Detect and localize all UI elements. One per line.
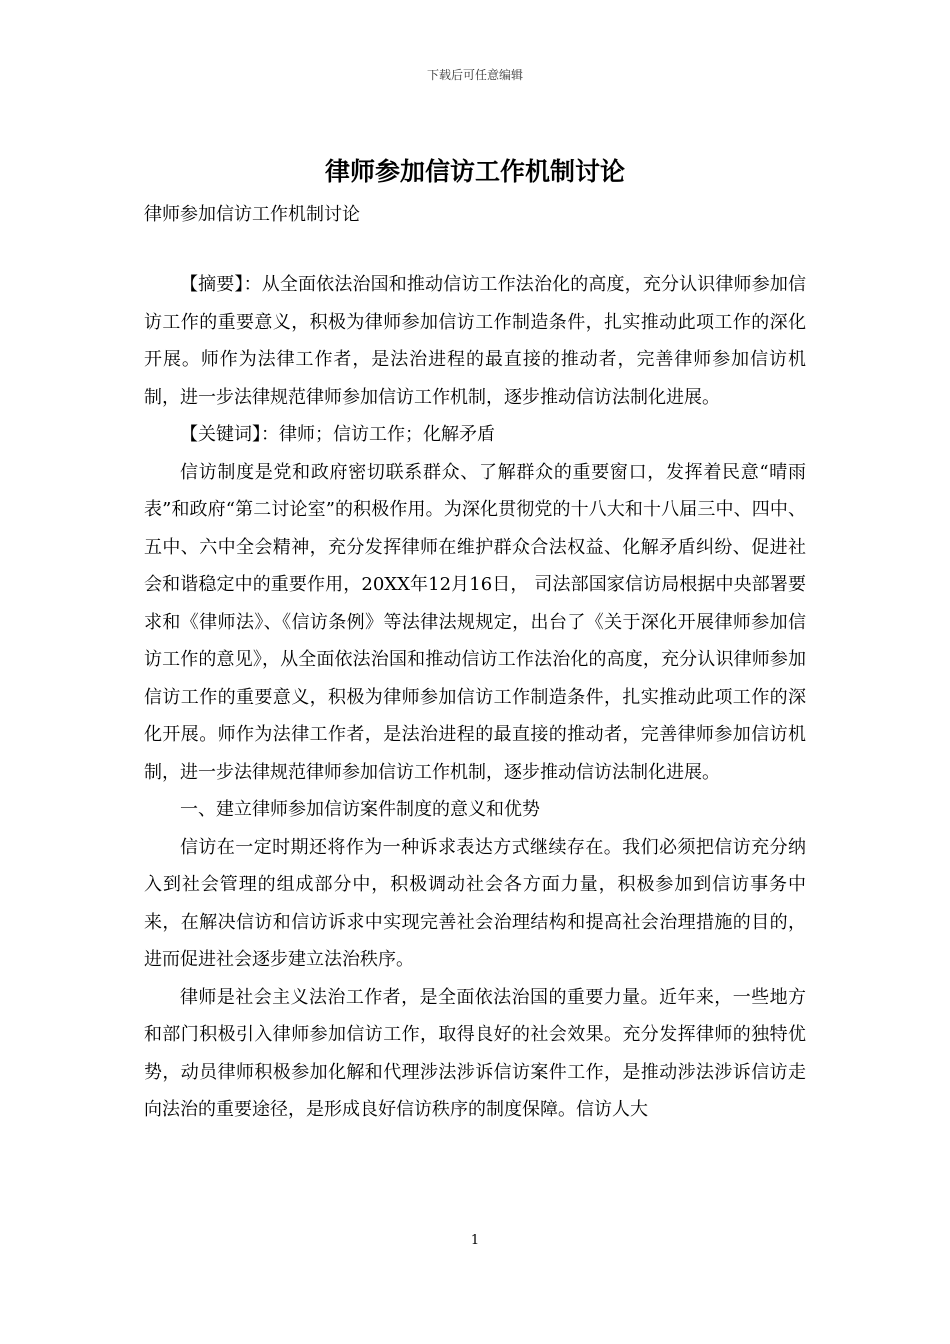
document-title: 律师参加信访工作机制讨论 <box>324 157 625 186</box>
section-heading: 一、建立律师参加信访案件制度的意义和优势 <box>180 799 540 820</box>
document-body <box>144 266 806 1129</box>
document-subtitle: 律师参加信访工作机制讨论 <box>144 204 360 225</box>
abstract-paragraph: 【摘要】：从全面依法治国和推动信访工作法治化的高度，充分认识律师参加信访工作的重要意义，积极为律师参加信访工作制造条件，扎实推动此项工作的深化开展。师作为法律工作者，是法治进程的最直接的推动者，完善律师参加信访机制，进一步法律规范律师参加信访工作机制，逐步推动信访法制化进展。 <box>144 274 806 408</box>
header-note: 下载后可任意编辑 <box>426 68 523 82</box>
body-paragraph: 律师是社会主义法治工作者，是全面依法治国的重要力量。近年来，一些地方和部门积极引入律师参加信访工作，取得良好的社会效果。充分发挥律师的独特优势，动员律师积极参加化解和代理涉法涉诉信访案件工作，是推动涉法涉诉信访走向法治的重要途径，是形成良好信访秩序的制度保障。信访人大 <box>144 986 806 1120</box>
body-paragraph: 信访在一定时期还将作为一种诉求表达方式继续存在。我们必须把信访充分纳入到社会管理的组成部分中，积极调动社会各方面力量，积极参加到信访事务中来，在解决信访和信访诉求中实现完善社会治理结构和提高社会治理措施的目的，进而促进社会逐步建立法治秩序。 <box>144 836 806 970</box>
body-paragraph: 信访制度是党和政府密切联系群众、了解群众的重要窗口，发挥着民意“晴雨表”和政府“第二讨论室”的积极作用。为深化贯彻党的十八大和十八届三中、四中、五中、六中全会精神，充分发挥律师在维护群众合法权益、化解矛盾纠纷、促进社会和谐稳定中的重要作用，20XX年12月16日， 司法部国家信访局根据中央部署要求和《律师法》、《信访条例》等法律法规规定，出台了《关于深化开展律师参加信访工作的意见》，从全面依法治国和推动信访工作法治化的高度，充分认识律师参加信访工作的重要意义，积极为律师参加信访工作制造条件，扎实推动此项工作的深化开展。师作为法律工作者，是法治进程的最直接的推动者，完善律师参加信访机制，进一步法律规范律师参加信访工作机制，逐步推动信访法制化进展。 <box>144 461 806 783</box>
page-number: 1 <box>470 1233 480 1248</box>
keywords-paragraph: 【关键词】：律师；信访工作；化解矛盾 <box>180 424 495 445</box>
